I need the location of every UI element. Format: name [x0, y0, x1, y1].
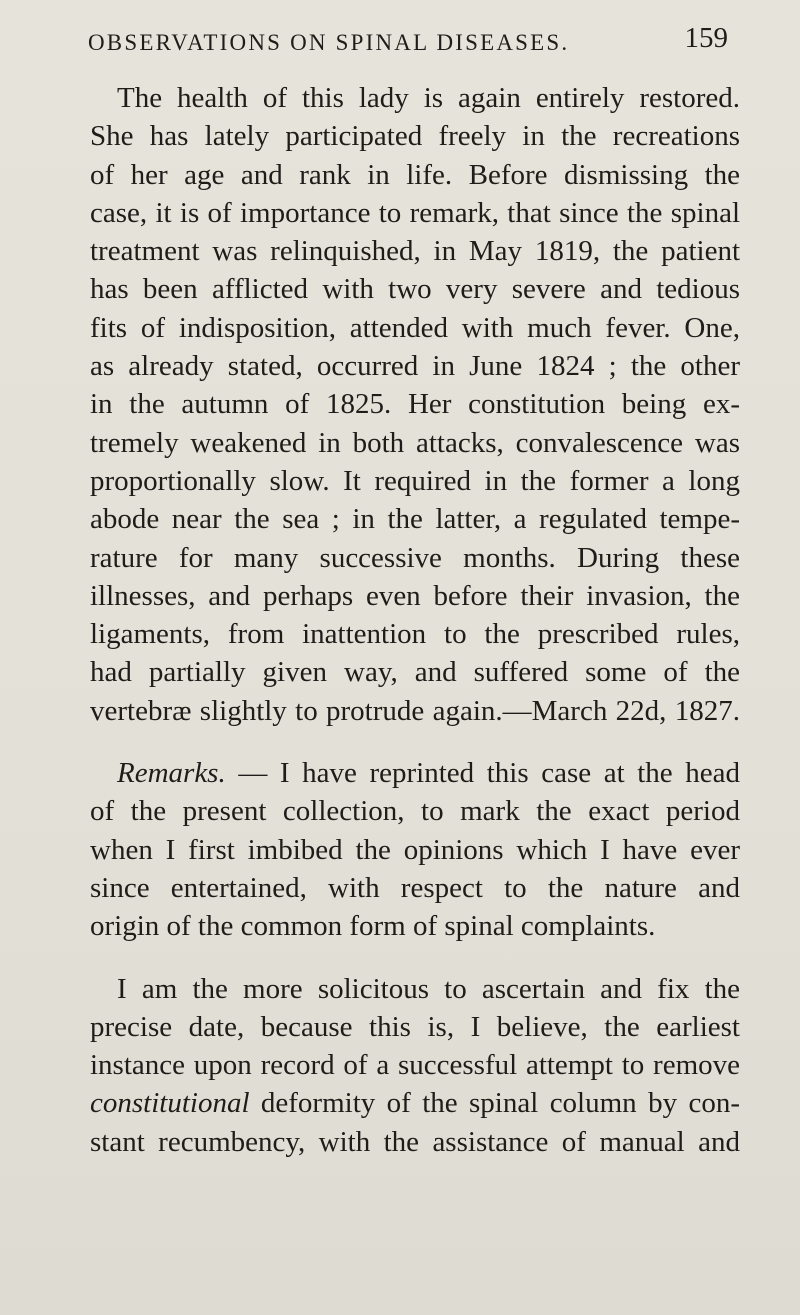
text-run: deformity of the spinal column by con-: [249, 1087, 740, 1120]
text-line: instance upon record of a successful attempt to remove: [90, 1049, 740, 1082]
text-line: ligaments, from inattention to the prescribed rules,: [90, 618, 740, 651]
text-run: — I have reprinted this case at the head: [225, 757, 740, 790]
text-line: proportionally slow. It required in the former a long: [90, 464, 740, 497]
text-line: precise date, because this is, I believe, the earliest: [90, 1010, 740, 1043]
paragraph-2: [90, 754, 740, 945]
text-line: had partially given way, and suffered some of the: [90, 656, 740, 689]
text-line: She has lately participated freely in the recreations: [90, 120, 740, 153]
text-line: has been afflicted with two very severe and tedious: [90, 273, 740, 306]
text-line: [90, 754, 740, 792]
text-line: [90, 1084, 740, 1122]
text-line: fits of indisposition, attended with much fever. One,: [90, 311, 740, 344]
text-line: The health of this lady is again entirely restored.: [117, 82, 740, 114]
text-line: tremely weakened in both attacks, convalescence was: [90, 426, 740, 459]
body-text: [90, 79, 740, 1161]
text-line: treatment was relinquished, in May 1819, the patient: [90, 235, 740, 268]
text-line: in the autumn of 1825. Her constitution being ex-: [90, 388, 740, 421]
text-line: abode near the sea ; in the latter, a regulated tempe-: [90, 503, 740, 536]
text-line: of the present collection, to mark the exact period: [90, 795, 740, 828]
paragraph-3: [90, 970, 740, 1161]
paragraph-gap: [90, 946, 740, 970]
italic-word: constitutional: [90, 1087, 250, 1120]
text-line: I am the more solicitous to ascertain and fix the: [117, 972, 740, 1005]
paragraph-1: [90, 79, 740, 730]
text-line: rature for many successive months. During these: [90, 541, 740, 574]
running-title: OBSERVATIONS ON SPINAL DISEASES.: [88, 30, 570, 55]
text-line: origin of the common form of spinal complaints.: [90, 910, 656, 943]
text-line: when I first imbibed the opinions which I have ever: [90, 833, 740, 866]
text-line: case, it is of importance to remark, that since the spinal: [90, 196, 740, 229]
page-number: 159: [684, 22, 728, 54]
text-line: since entertained, with respect to the nature and: [90, 871, 740, 904]
text-line: vertebræ slightly to protrude again.—March 22d, 1827.: [90, 694, 740, 727]
text-line: stant recumbency, with the assistance of manual and: [90, 1125, 740, 1158]
running-head: [88, 22, 728, 62]
text-line: of her age and rank in life. Before dismissing the: [90, 158, 740, 191]
text-line: illnesses, and perhaps even before their invasion, the: [90, 579, 740, 612]
text-line: as already stated, occurred in June 1824 ; the other: [90, 350, 740, 383]
remarks-heading: Remarks.: [117, 757, 226, 790]
paragraph-gap: [90, 730, 740, 754]
